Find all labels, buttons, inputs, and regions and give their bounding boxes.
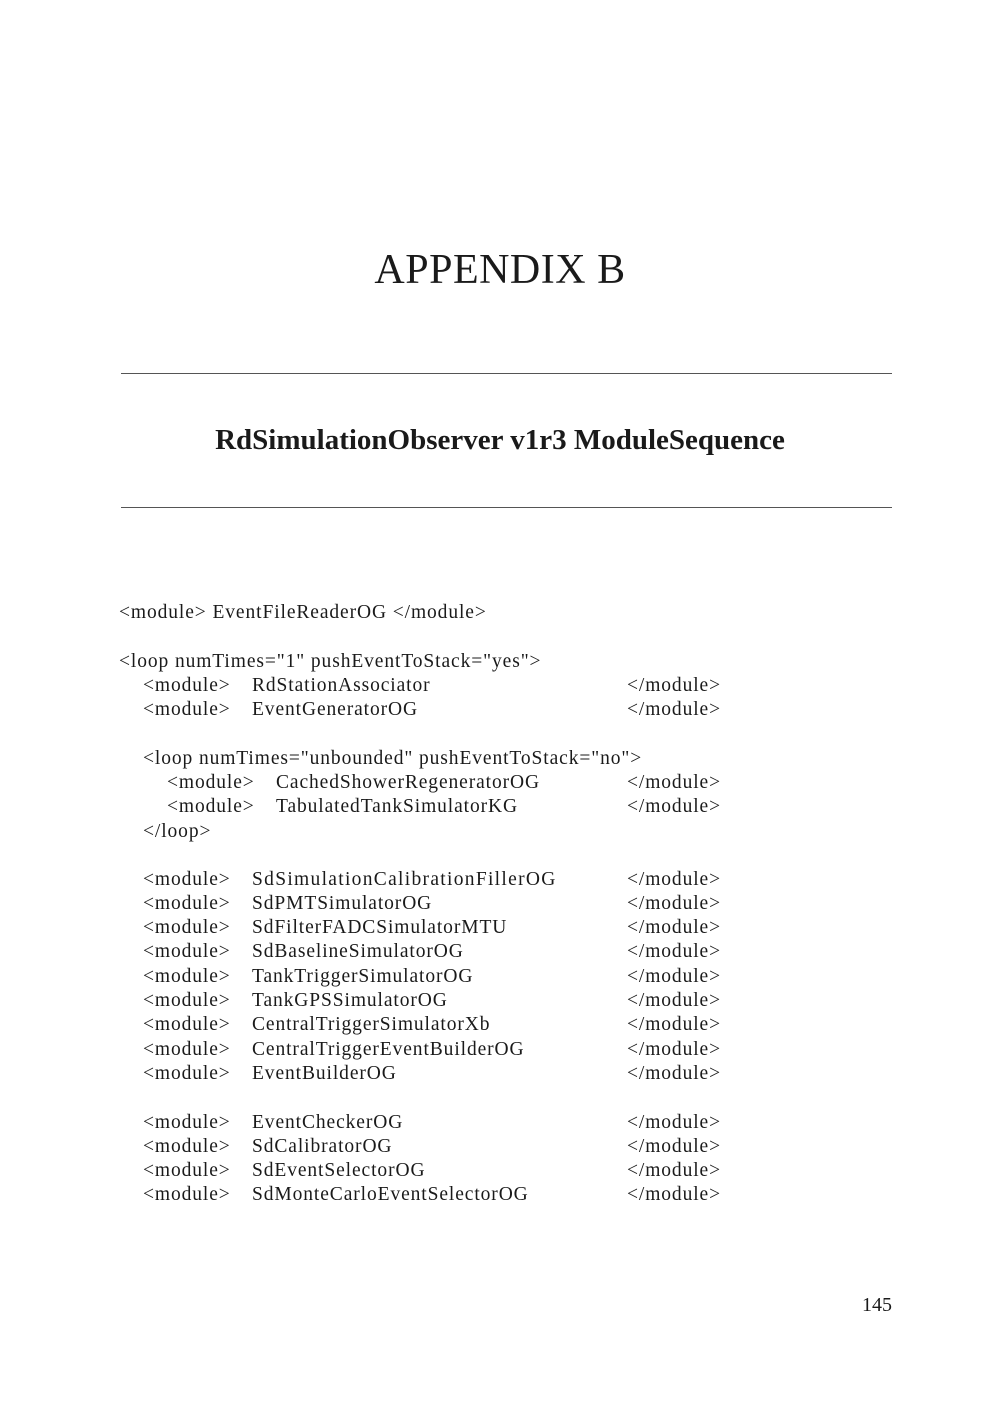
- module-name: SdMonteCarloEventSelectorOG: [252, 1184, 529, 1205]
- bottom-divider: [121, 507, 892, 508]
- module-open-tag: <module>: [143, 1184, 231, 1205]
- module-name: CachedShowerRegeneratorOG: [276, 772, 540, 793]
- module-close-tag: </module>: [627, 1136, 722, 1157]
- module-close-tag: </module>: [627, 796, 722, 817]
- module-name: RdStationAssociator: [252, 675, 431, 696]
- inner-loop-open: <loop numTimes="unbounded" pushEventToStack="no">: [143, 748, 643, 769]
- outer-loop-open: <loop numTimes="1" pushEventToStack="yes">: [119, 651, 542, 672]
- module-open-tag: <module>: [143, 966, 231, 987]
- module-open-tag: <module>: [143, 675, 231, 696]
- module-name: SdBaselineSimulatorOG: [252, 941, 464, 962]
- module-name: TankTriggerSimulatorOG: [252, 966, 474, 987]
- inner-loop-close: </loop>: [143, 821, 212, 842]
- module-open-tag: <module>: [143, 990, 231, 1011]
- top-module-line: <module> EventFileReaderOG </module>: [119, 602, 487, 623]
- module-open-tag: <module>: [143, 1160, 231, 1181]
- module-open-tag: <module>: [143, 1063, 231, 1084]
- module-close-tag: </module>: [627, 966, 722, 987]
- module-close-tag: </module>: [627, 869, 722, 890]
- module-open-tag: <module>: [143, 893, 231, 914]
- top-divider: [121, 373, 892, 374]
- module-name: EventCheckerOG: [252, 1112, 404, 1133]
- module-open-tag: <module>: [143, 699, 231, 720]
- module-close-tag: </module>: [627, 917, 722, 938]
- section-title: RdSimulationObserver v1r3 ModuleSequence: [215, 424, 785, 456]
- module-open-tag: <module>: [143, 917, 231, 938]
- module-name: SdEventSelectorOG: [252, 1160, 426, 1181]
- module-open-tag: <module>: [143, 1039, 231, 1060]
- module-name: SdPMTSimulatorOG: [252, 893, 433, 914]
- module-open-tag: <module>: [143, 1112, 231, 1133]
- module-close-tag: </module>: [627, 772, 722, 793]
- module-close-tag: </module>: [627, 675, 722, 696]
- module-open-tag: <module>: [143, 869, 231, 890]
- module-close-tag: </module>: [627, 1063, 722, 1084]
- module-name: CentralTriggerEventBuilderOG: [252, 1039, 525, 1060]
- module-name: EventBuilderOG: [252, 1063, 397, 1084]
- module-name: TankGPSSimulatorOG: [252, 990, 448, 1011]
- module-name: SdSimulationCalibrationFillerOG: [252, 869, 557, 890]
- module-open-tag: <module>: [143, 1014, 231, 1035]
- module-close-tag: </module>: [627, 1039, 722, 1060]
- module-close-tag: </module>: [627, 1160, 722, 1181]
- module-close-tag: </module>: [627, 1112, 722, 1133]
- module-close-tag: </module>: [627, 941, 722, 962]
- module-close-tag: </module>: [627, 990, 722, 1011]
- page-number: 145: [862, 1294, 892, 1316]
- module-close-tag: </module>: [627, 893, 722, 914]
- module-name: CentralTriggerSimulatorXb: [252, 1014, 491, 1035]
- module-open-tag: <module>: [143, 1136, 231, 1157]
- module-close-tag: </module>: [627, 1184, 722, 1205]
- module-name: SdCalibratorOG: [252, 1136, 393, 1157]
- module-name: TabulatedTankSimulatorKG: [276, 796, 518, 817]
- module-close-tag: </module>: [627, 1014, 722, 1035]
- appendix-title: APPENDIX B: [374, 247, 626, 293]
- module-open-tag: <module>: [167, 772, 255, 793]
- module-name: EventGeneratorOG: [252, 699, 419, 720]
- module-open-tag: <module>: [167, 796, 255, 817]
- module-close-tag: </module>: [627, 699, 722, 720]
- module-name: SdFilterFADCSimulatorMTU: [252, 917, 508, 938]
- module-open-tag: <module>: [143, 941, 231, 962]
